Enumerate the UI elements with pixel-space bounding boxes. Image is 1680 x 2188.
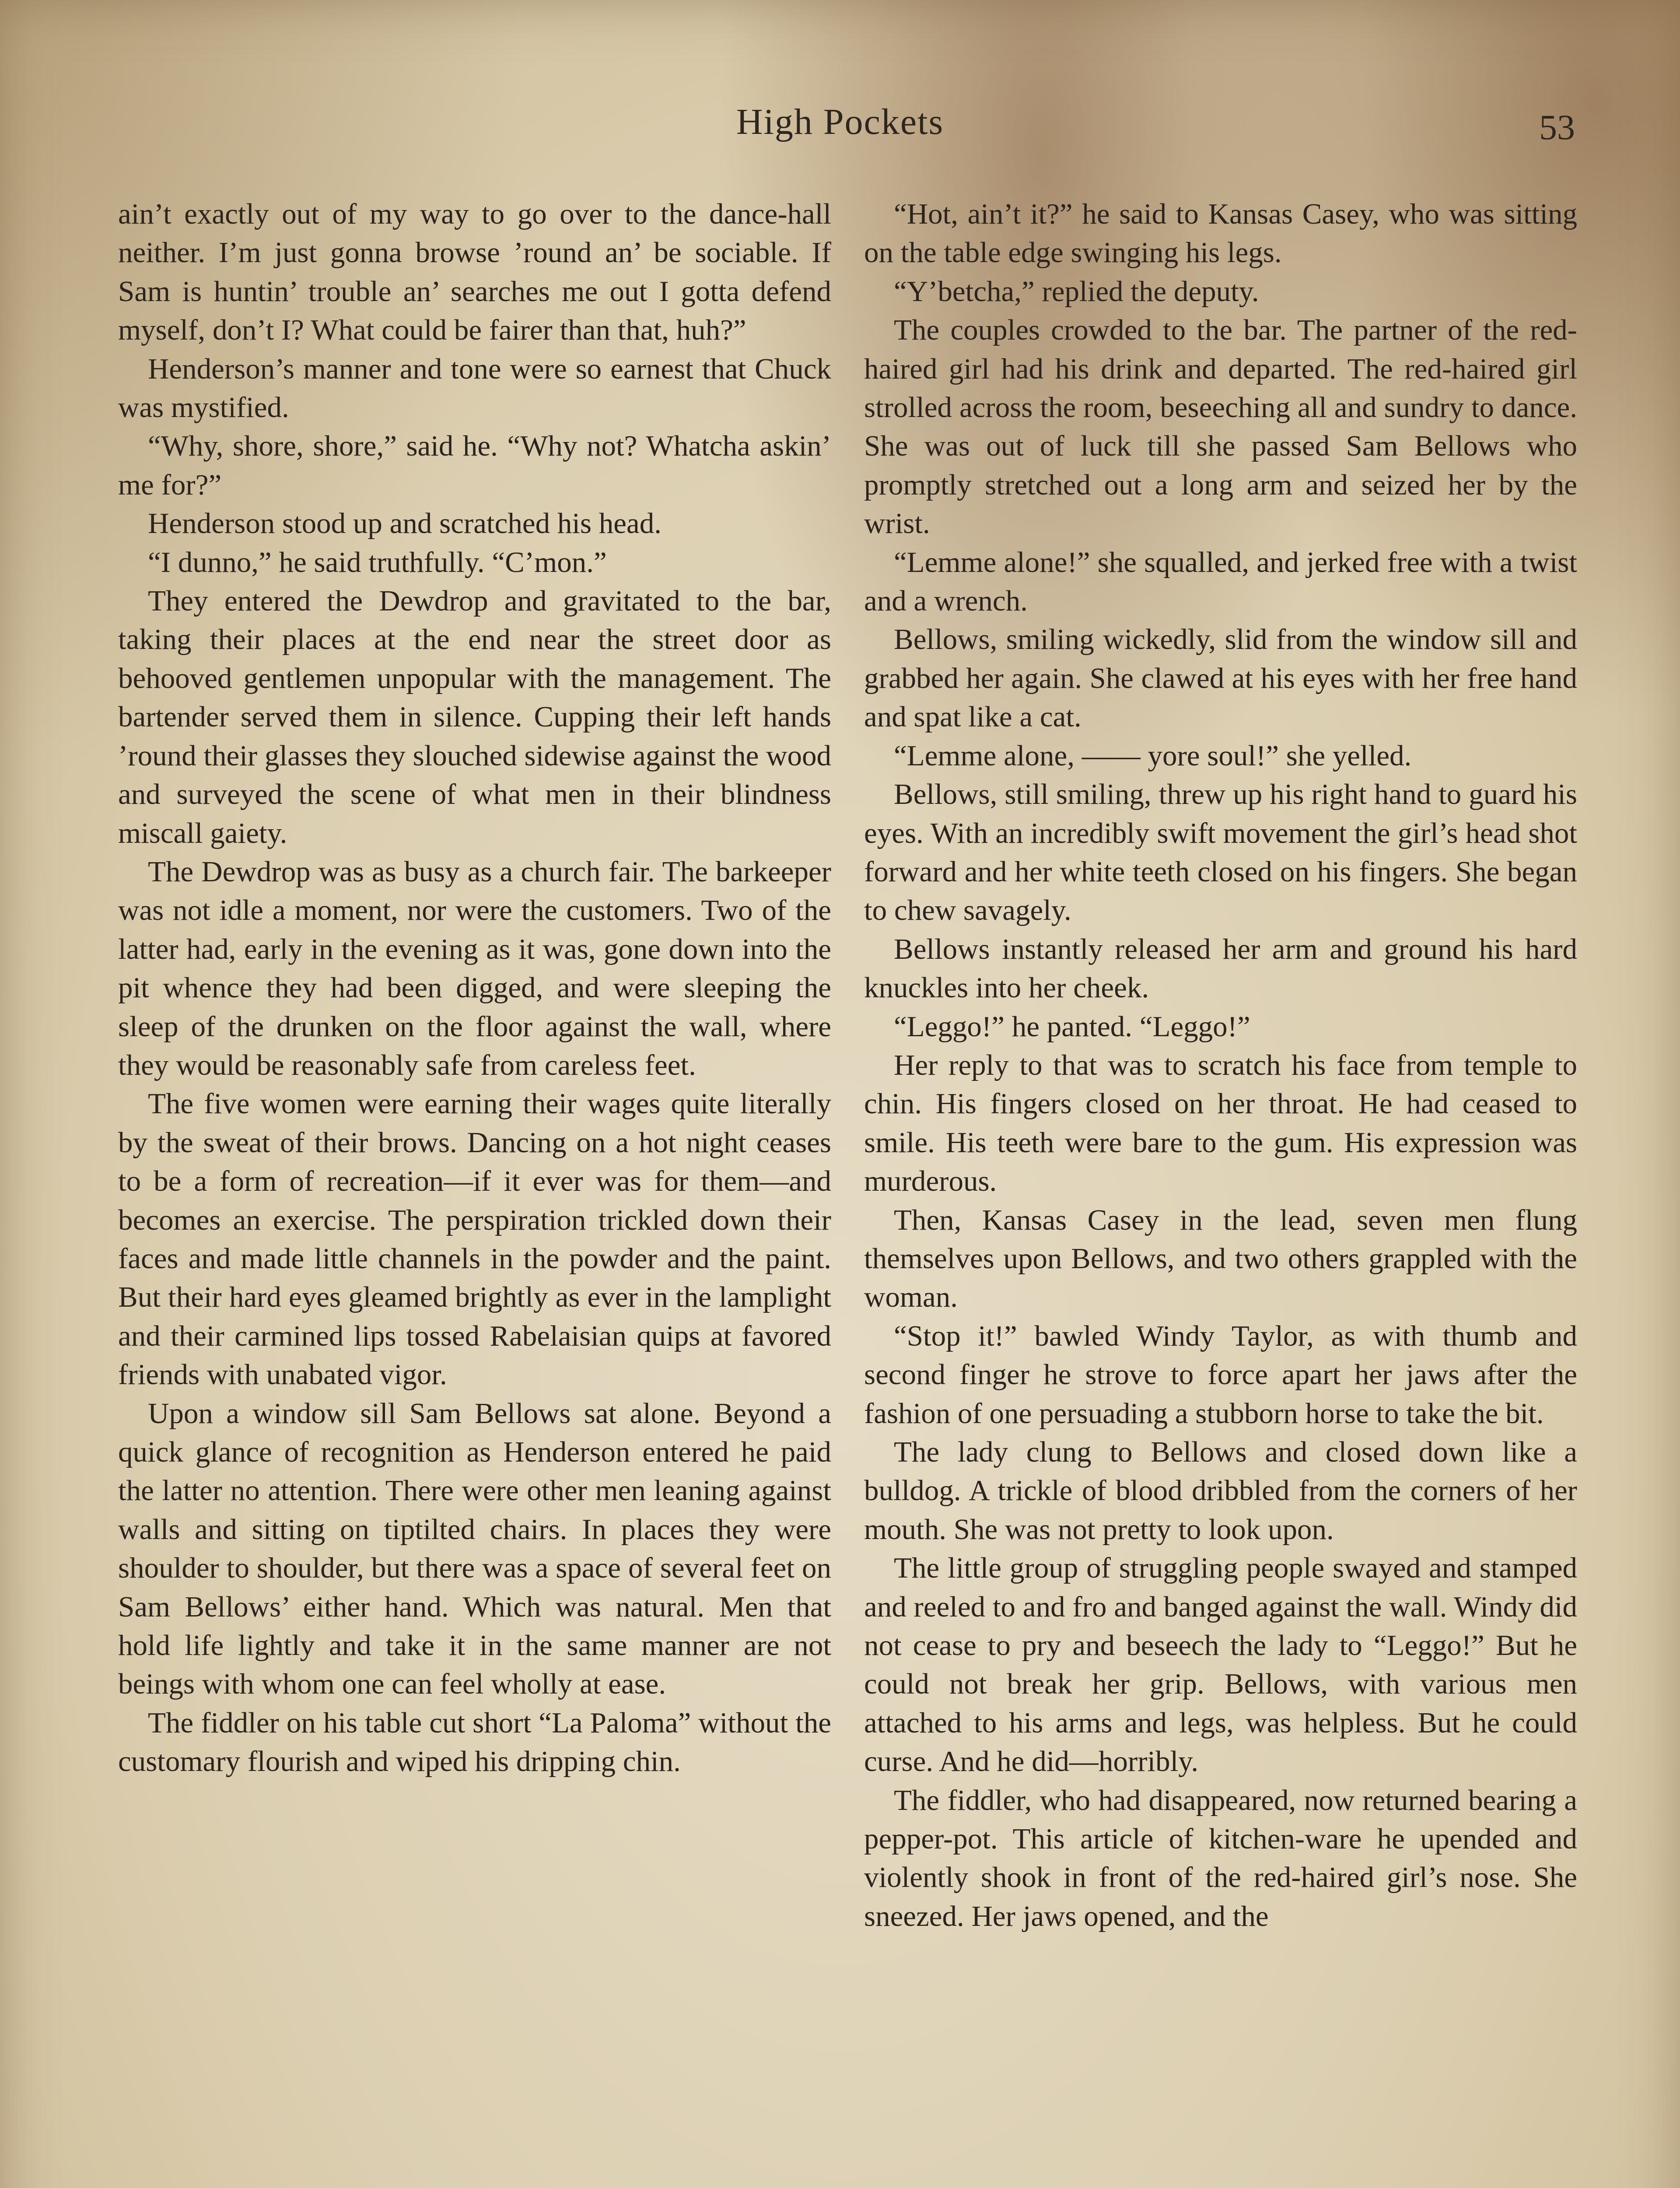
paragraph: “Leggo!” he panted. “Leggo!” [894,1010,1250,1043]
left-text-column [118,195,831,1781]
paragraph: “Y’betcha,” replied the deputy. [894,275,1259,308]
paragraph: The fiddler on his table cut short “La Paloma” without the customary flourish and wiped his dripping chin. [118,1706,831,1778]
paragraph: ain’t exactly out of my way to go over to the dance-hall neither. I’m just gonna browse ’round an’ be sociable. If Sam is huntin’ trouble an’ searches me out I gotta defend myself, don’t I? What could be fairer than that, huh?” [118,198,831,347]
paragraph: Her reply to that was to scratch his face from temple to chin. His fingers closed on her throat. He had ceased to smile. His teeth were bare to the gum. His expression was murderous. [864,1048,1577,1198]
paragraph: Bellows instantly released her arm and ground his hard knuckles into her cheek. [864,933,1577,1004]
paragraph: Bellows, smiling wickedly, slid from the window sill and grabbed her again. She clawed at his eyes with her free hand and spat like a cat. [864,623,1577,733]
paragraph: “I dunno,” he said truthfully. “C’mon.” [148,546,607,579]
paragraph: Upon a window sill Sam Bellows sat alone. Beyond a quick glance of recognition as Henderson entered he paid the latter no attention. There were other men leaning against walls and sitting on tiptilted chairs. In places they were shoulder to shoulder, but there was a space of several feet on Sam Bellows’ either hand. Which was natural. Men that hold life lightly and take it in the same manner are not beings with whom one can feel wholly at ease. [118,1397,831,1701]
paragraph: They entered the Dewdrop and gravitated to the bar, taking their places at the end near the street door as behooved gentlemen unpopular with the management. The bartender served them in silence. Cupping their left hands ’round their glasses they slouched sidewise against the wood and surveyed the scene of what men in their blindness miscall gaiety. [118,585,831,849]
paragraph: “Hot, ain’t it?” he said to Kansas Casey, who was sitting on the table edge swinging his legs. [864,198,1577,269]
paragraph: Bellows, still smiling, threw up his right hand to guard his eyes. With an incredibly swift movement the girl’s head shot forward and her white teeth closed on his fingers. She began to chew savagely. [864,778,1577,927]
paragraph: “Stop it!” bawled Windy Taylor, as with thumb and second finger he strove to force apart her jaws after the fashion of one persuading a stubborn horse to take the bit. [864,1319,1577,1430]
paragraph: The fiddler, who had disappeared, now returned bearing a pepper-pot. This article of kitchen-ware he upended and violently shook in front of the red-haired girl’s nose. She sneezed. Her jaws opened, and the [864,1784,1577,1932]
paragraph: The Dewdrop was as busy as a church fair. The barkeeper was not idle a moment, nor were the customers. Two of the latter had, early in the evening as it was, gone down into the pit whence they had been digged, and were sleeping the sleep of the drunken on the floor against the wall, where they would be reasonably safe from careless feet. [118,855,831,1081]
paragraph: Henderson stood up and scratched his head. [148,507,662,540]
paragraph: Then, Kansas Casey in the lead, seven men flung themselves upon Bellows, and two others grappled with the woman. [864,1203,1577,1314]
paragraph: The lady clung to Bellows and closed down like a bulldog. A trickle of blood dribbled from the corners of her mouth. She was not pretty to look upon. [864,1436,1577,1546]
paragraph: “Why, shore, shore,” said he. “Why not? Whatcha askin’ me for?” [118,430,831,501]
paragraph: The five women were earning their wages quite literally by the sweat of their brows. Dancing on a hot night ceases to be a form of recreation—if it ever was for them—and becomes an exercise. The perspiration trickled down their faces and made little channels in the powder and the paint. But their hard eyes gleamed brightly as ever in the lamplight and their carmined lips tossed Rabelaisian quips at favored friends with unabated vigor. [118,1087,831,1391]
paragraph: “Lemme alone!” she squalled, and jerked free with a twist and a wrench. [864,546,1577,617]
paragraph: “Lemme alone, —— yore soul!” she yelled. [894,739,1412,772]
paragraph: The couples crowded to the bar. The partner of the red-haired girl had his drink and departed. The red-haired girl strolled across the room, beseeching all and sundry to dance. She was out of luck till she passed Sam Bellows who promptly stretched out a long arm and seized her by the wrist. [864,314,1577,540]
paragraph: Henderson’s manner and tone were so earnest that Chuck was mystified. [118,352,831,424]
paragraph: The little group of struggling people swayed and stamped and reeled to and fro and banged against the wall. Windy did not cease to pry and beseech the lady to “Leggo!” But he could not break her grip. Bellows, with various men attached to his arms and legs, was helpless. But he could curse. And he did—horribly. [864,1552,1577,1778]
page-number: 53 [1539,107,1575,147]
running-title: High Pockets [736,102,944,142]
right-text-column [864,195,1577,1936]
